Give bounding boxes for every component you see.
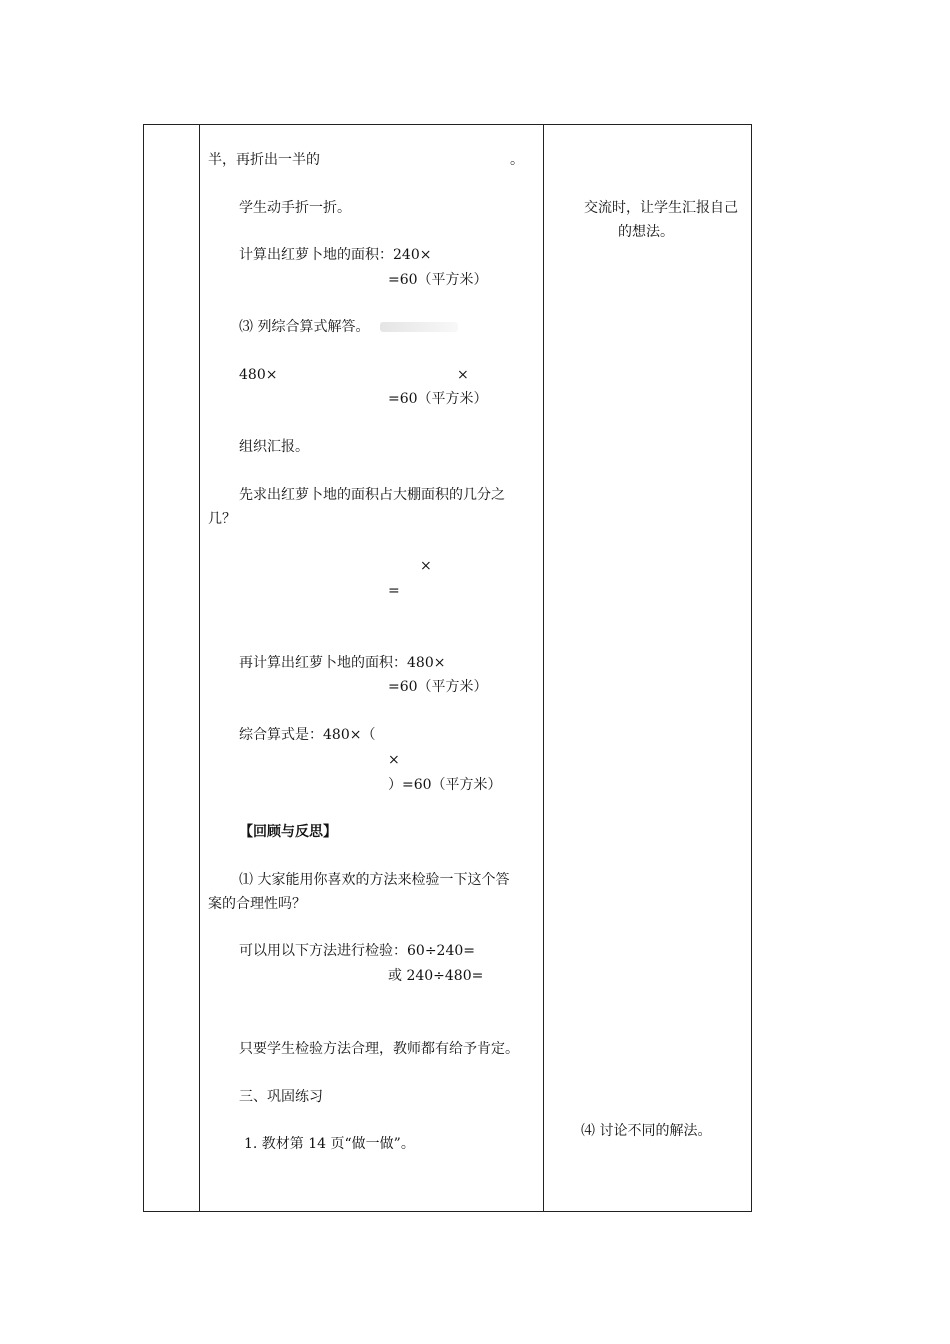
- text-line: 只要学生检验方法合理，教师都有给予肯定。: [239, 1041, 519, 1057]
- text-line: 组织汇报。: [239, 439, 309, 455]
- text-line: ×: [457, 367, 469, 383]
- section-heading: 【回顾与反思】: [239, 824, 337, 840]
- text-line: ）=60（平方米）: [388, 777, 502, 793]
- text-line: 或 240÷480=: [388, 968, 484, 984]
- note-line: 的想法。: [618, 224, 674, 240]
- text-line: =: [388, 583, 400, 599]
- note-line: 交流时，让学生汇报自己: [584, 200, 738, 216]
- text-line: ×: [388, 752, 400, 768]
- text-line: 学生动手折一折。: [239, 200, 351, 216]
- column-divider-2: [543, 124, 544, 1212]
- text-line: =60（平方米）: [388, 272, 488, 288]
- section-heading: 三、巩固练习: [239, 1089, 323, 1105]
- text-line: ⑴ 大家能用你喜欢的方法来检验一下这个答: [239, 872, 510, 888]
- text-line: 再计算出红萝卜地的面积：480×: [239, 655, 446, 671]
- column-divider-1: [199, 124, 200, 1212]
- text-line: 480×: [239, 367, 278, 383]
- text-line: ×: [420, 558, 432, 574]
- text-line: 1. 教材第 14 页“做一做”。: [244, 1136, 415, 1152]
- text-line: 计算出红萝卜地的面积：240×: [239, 247, 432, 263]
- text-line: 几？: [208, 511, 236, 527]
- text-line: 先求出红萝卜地的面积占大棚面积的几分之: [239, 487, 505, 503]
- text-line: 半，再折出一半的: [208, 152, 320, 168]
- text-line: 。: [510, 152, 524, 168]
- text-line: 综合算式是：480×（: [239, 727, 376, 743]
- text-line: 案的合理性吗？: [208, 896, 306, 912]
- note-line: ⑷ 讨论不同的解法。: [581, 1123, 712, 1139]
- text-line: =60（平方米）: [388, 679, 488, 695]
- faint-mark: [380, 322, 458, 332]
- text-line: ⑶ 列综合算式解答。: [239, 319, 370, 335]
- text-line: =60（平方米）: [388, 391, 488, 407]
- text-line: 可以用以下方法进行检验：60÷240=: [239, 943, 475, 959]
